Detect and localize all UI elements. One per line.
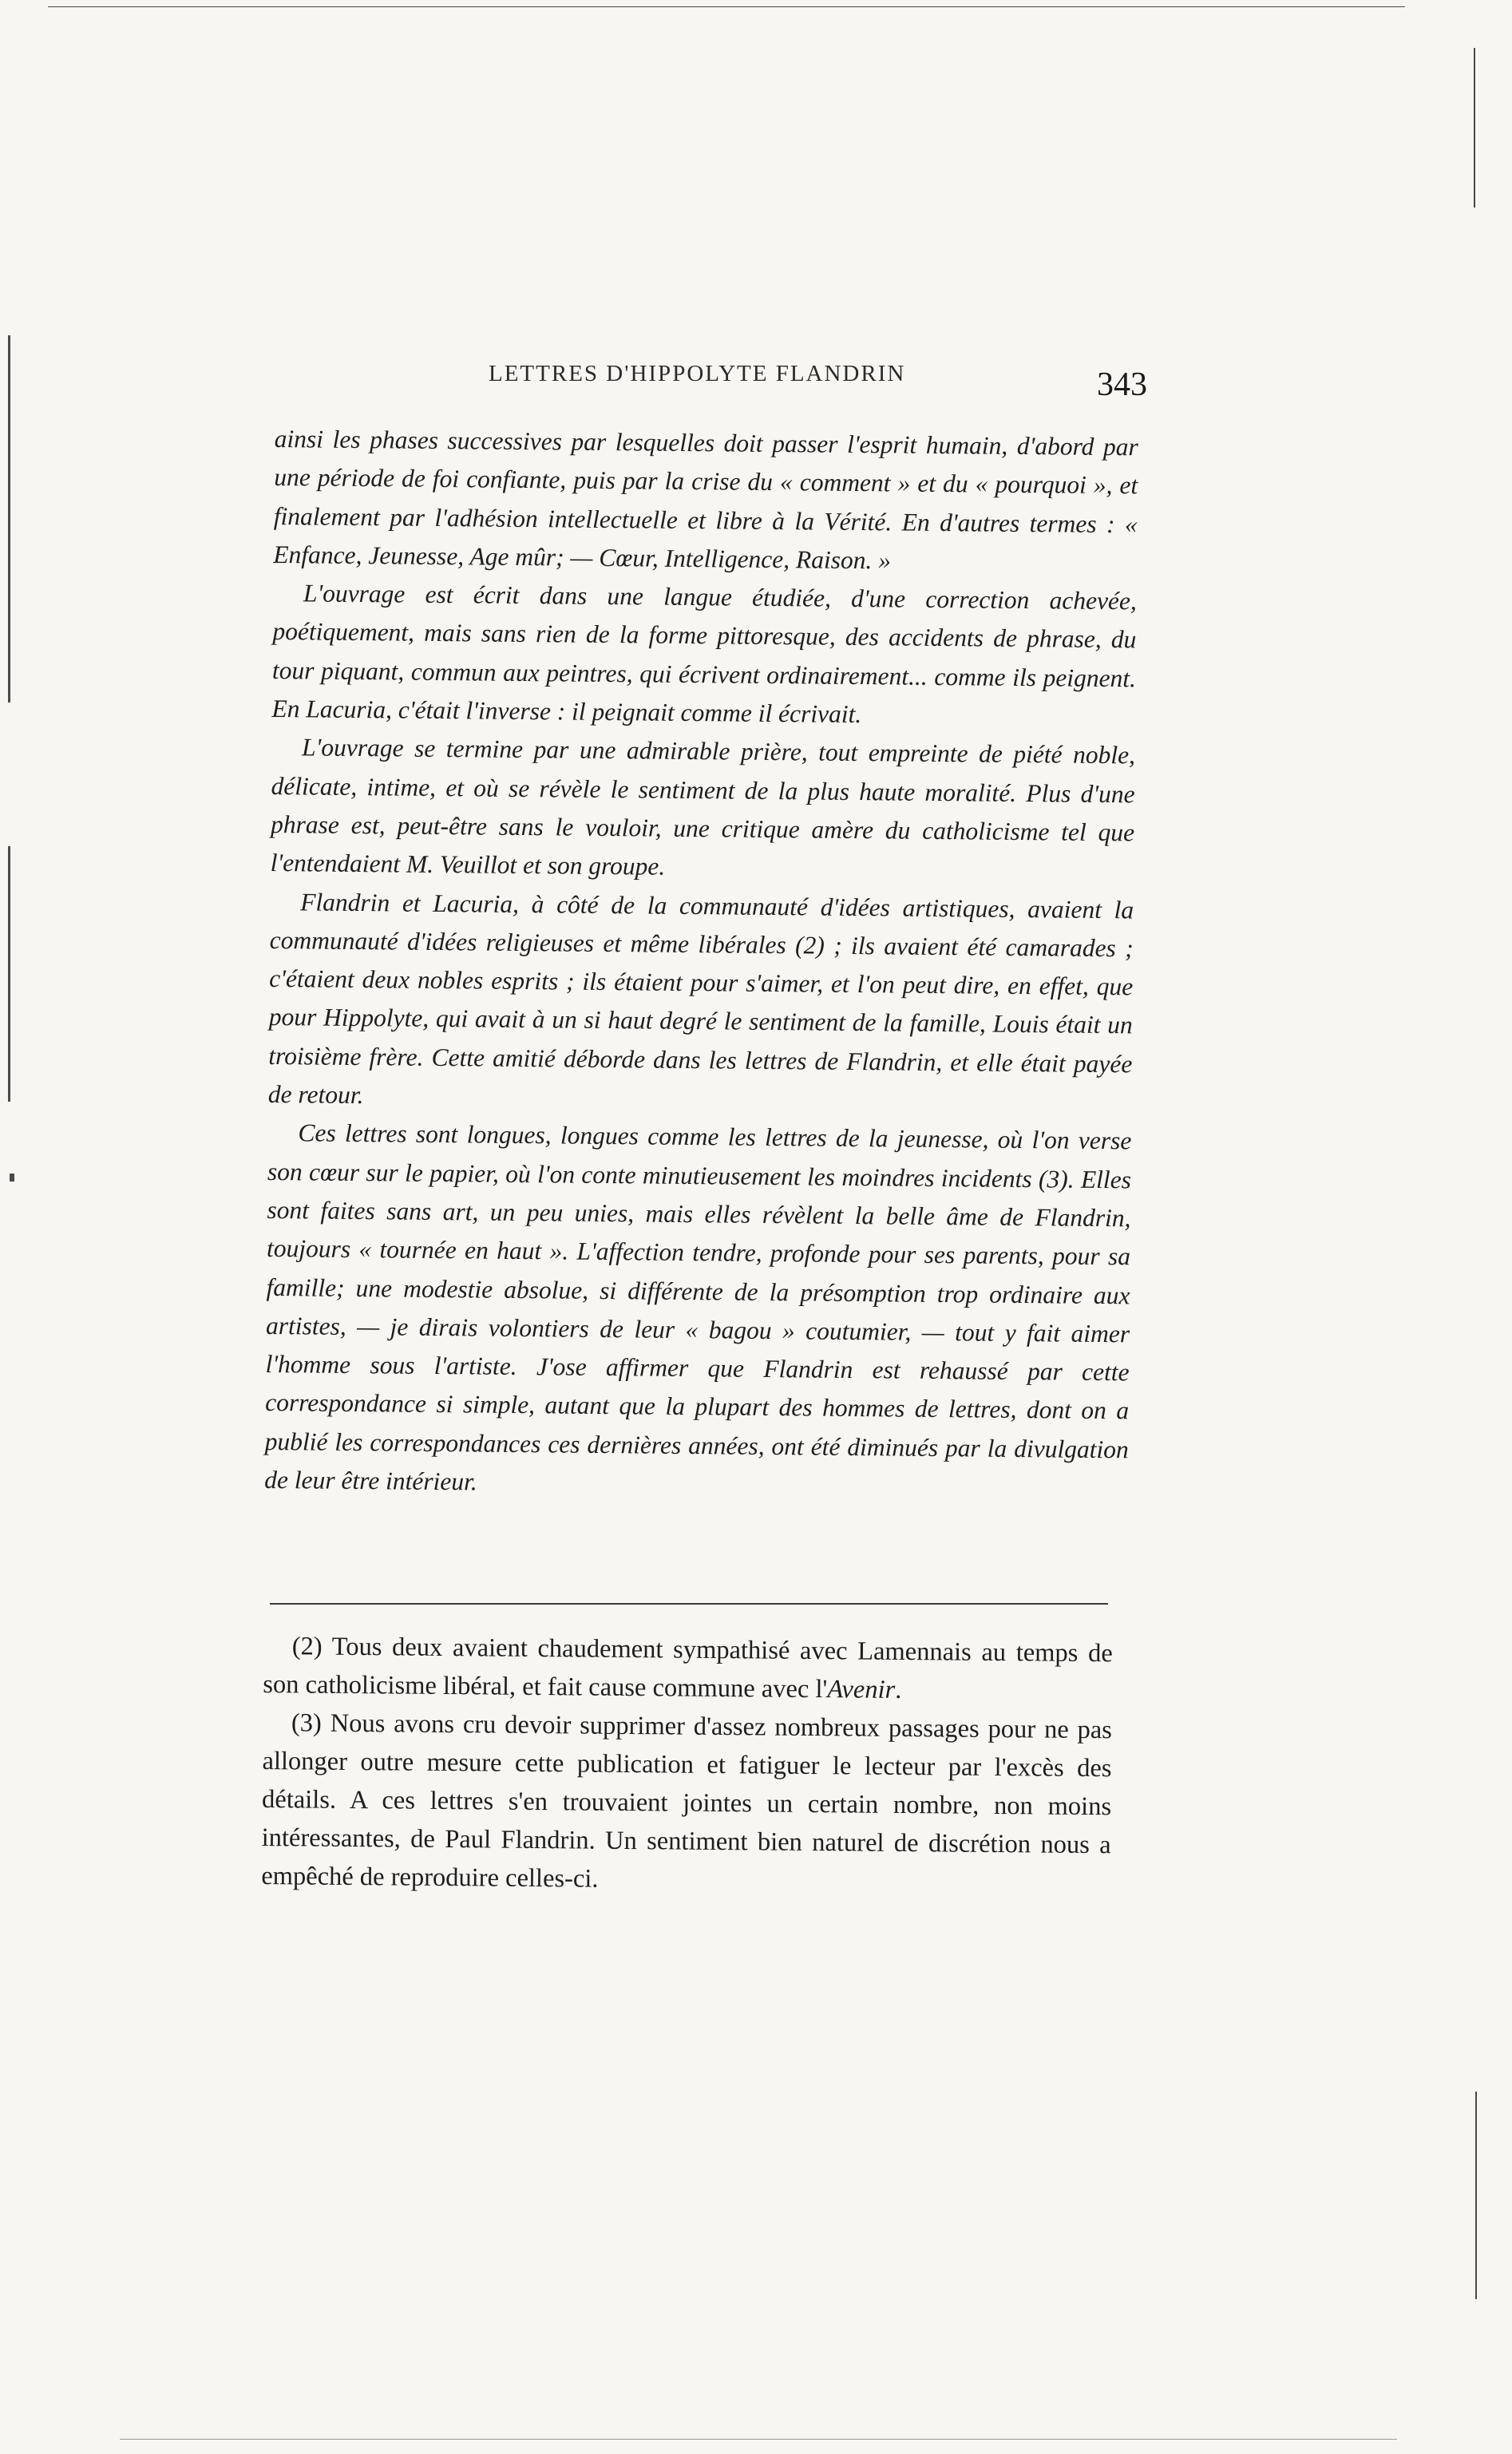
paragraph: Ces lettres sont longues, longues comme les lettres de la jeunesse, où l'on verse son cœur sur le papier, où l'on conte minutieusement les moindres incidents (3). Elles sont faites sans art, un peu unies, mais elles révèlent la belle âme de Flandrin, toujours « tournée en haut ». L'affection tendre, profonde pour ses parents, pour sa famille; une modestie absolue, si différente de la présomption trop ordinaire aux artistes, — je dirais volontiers de leur « bagou » coutumier, — tout y fait aimer l'homme sous l'artiste. J'ose affirmer que Flandrin est rehaussé par cette correspondance si simple, autant que la plupart des hommes de lettres, dont on a publié les correspondances ces dernières années, ont été diminués par la divulgation de leur être intérieur. [264, 1118, 1132, 1496]
scan-mark [48, 6, 1405, 7]
running-header [489, 361, 1151, 387]
footnote-separator [270, 1603, 1108, 1605]
footnote-italic: Avenir [827, 1675, 896, 1704]
footnote-text: (2) Tous deux avaient chaudement sympathisé avec Lamennais au temps de son catholicisme libéral, et fait cause commune avec l' [263, 1632, 1113, 1704]
paragraph: L'ouvrage se termine par une admirable prière, tout empreinte de piété noble, délicate, intime, et où se révèle le sentiment de la plus haute moralité. Plus d'une phrase est, peut-être sans le vouloir, une critique amère du catholicisme tel que l'entendaient M. Veuillot et son groupe. [270, 733, 1136, 881]
main-text [264, 420, 1138, 1508]
page-number: 343 [1097, 366, 1147, 403]
footnote-end: . [895, 1675, 902, 1704]
scan-mark [8, 846, 10, 1102]
scan-mark [1474, 48, 1475, 208]
scan-mark [120, 2439, 1397, 2440]
paragraph: L'ouvrage est écrit dans une langue étudiée, d'une correction achevée, poétiquement, mais sans rien de la forme pittoresque, des accidents de phrase, du tour piquant, commun aux peintres, qui écrivent ordinairement... comme ils peignent. En Lacuria, c'était l'inverse : il peignait comme il écrivait. [271, 579, 1138, 729]
footnote [263, 1627, 1113, 1711]
paragraph: Flandrin et Lacuria, à côté de la communauté d'idées artistiques, avaient la communauté d'idées religieuses et même libérales (2) ; ils avaient été camarades ; c'étaient deux nobles esprits ; ils étaient pour s'aimer, et l'on peut dire, en effet, que pour Hippolyte, qui avait à un si haut degré le sentiment de la famille, Louis était un troisième frère. Cette amitié déborde dans les lettres de Flandrin, et elle était payée de retour. [267, 887, 1134, 1110]
footnote: (3) Nous avons cru devoir supprimer d'assez nombreux passages pour ne pas allonger outre mesure cette publication et fatiguer le lecteur par l'excès des détails. A ces lettres s'en trouvaient jointes un certain nombre, non moins intéressantes, de Paul Flandrin. Un sentiment bien naturel de discrétion nous a empêché de reproduire celles-ci. [261, 1708, 1113, 1894]
scan-mark [1475, 2092, 1477, 2299]
scan-mark [8, 335, 10, 703]
running-title: LETTRES D'HIPPOLYTE FLANDRIN [489, 361, 906, 386]
paragraph: ainsi les phases successives par lesquelles doit passer l'esprit humain, d'abord par une période de foi confiante, puis par la crise du « comment » et du « pourquoi », et finalement par l'adhésion intellectuelle et libre à la Vérité. En d'autres termes : « Enfance, Jeunesse, Age mûr; — Cœur, Intelligence, Raison. » [273, 424, 1138, 575]
scan-mark [10, 1174, 14, 1181]
footnotes [261, 1627, 1113, 1902]
